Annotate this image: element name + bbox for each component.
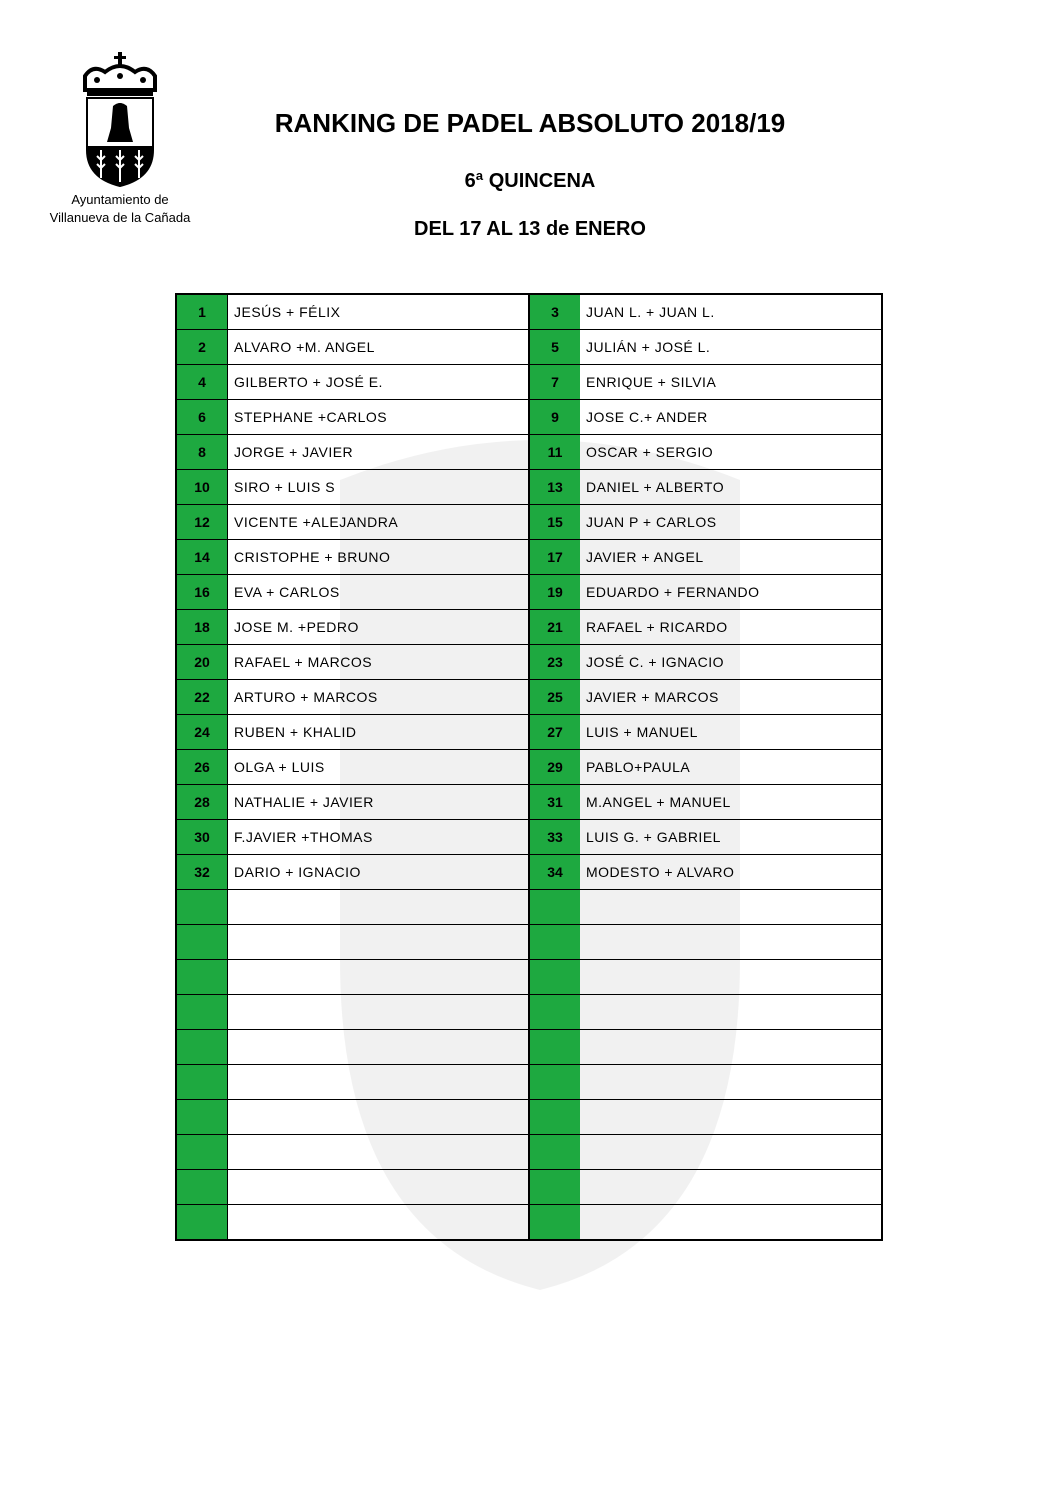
table-row [176,435,882,470]
pair-name-right: EDUARDO + FERNANDO [580,575,882,610]
pair-name-left: F.JAVIER +THOMAS [228,820,530,855]
rank-number-right: 29 [529,750,580,785]
rank-number-left [176,1030,228,1065]
pair-name-left: ALVARO +M. ANGEL [228,330,530,365]
pair-name-right: M.ANGEL + MANUEL [580,785,882,820]
rank-number-left: 28 [176,785,228,820]
table-row [176,1205,882,1241]
pair-name-left: DARIO + IGNACIO [228,855,530,890]
rank-number-left: 24 [176,715,228,750]
pair-name-right: JUAN L. + JUAN L. [580,294,882,330]
table-row [176,294,882,330]
rank-number-right: 34 [529,855,580,890]
table-row [176,400,882,435]
pair-name-left [228,1205,530,1241]
ranking-table [175,293,883,1241]
date-range: DEL 17 AL 13 de ENERO [414,218,646,240]
pair-name-left [228,925,530,960]
pair-name-left [228,1030,530,1065]
rank-number-right: 5 [529,330,580,365]
pair-name-left: SIRO + LUIS S [228,470,530,505]
pair-name-left: CRISTOPHE + BRUNO [228,540,530,575]
pair-name-right [580,1135,882,1170]
rank-number-right: 31 [529,785,580,820]
rank-number-left: 20 [176,645,228,680]
rank-number-left [176,1065,228,1100]
rank-number-right [529,890,580,925]
rank-number-left: 6 [176,400,228,435]
rank-number-left: 16 [176,575,228,610]
rank-number-right: 19 [529,575,580,610]
pair-name-right [580,1170,882,1205]
pair-name-left: NATHALIE + JAVIER [228,785,530,820]
pair-name-right: JAVIER + MARCOS [580,680,882,715]
rank-number-left: 4 [176,365,228,400]
pair-name-right: DANIEL + ALBERTO [580,470,882,505]
pair-name-right: JOSÉ C. + IGNACIO [580,645,882,680]
rank-number-left: 12 [176,505,228,540]
pair-name-right [580,890,882,925]
table-row [176,680,882,715]
table-row [176,750,882,785]
pair-name-right: MODESTO + ALVARO [580,855,882,890]
rank-number-right [529,925,580,960]
org-name-line1: Ayuntamiento de [71,192,169,207]
rank-number-right: 7 [529,365,580,400]
table-row [176,1170,882,1205]
rank-number-left [176,1100,228,1135]
rank-number-right: 13 [529,470,580,505]
coat-of-arms-icon [75,50,165,190]
rank-number-right [529,995,580,1030]
table-row [176,1030,882,1065]
pair-name-right [580,1030,882,1065]
rank-number-right: 3 [529,294,580,330]
table-row [176,505,882,540]
rank-number-right [529,1030,580,1065]
pair-name-left: JOSE M. +PEDRO [228,610,530,645]
table-row [176,610,882,645]
rank-number-left: 30 [176,820,228,855]
pair-name-left: STEPHANE +CARLOS [228,400,530,435]
rank-number-right: 21 [529,610,580,645]
pair-name-right: JAVIER + ANGEL [580,540,882,575]
page-subtitle: 6ª QUINCENA [464,170,596,192]
pair-name-right: JOSE C.+ ANDER [580,400,882,435]
rank-number-left [176,1205,228,1241]
pair-name-right [580,925,882,960]
pair-name-left [228,1100,530,1135]
pair-name-right: ENRIQUE + SILVIA [580,365,882,400]
rank-number-left: 32 [176,855,228,890]
rank-number-right [529,1065,580,1100]
pair-name-right: JULIÁN + JOSÉ L. [580,330,882,365]
pair-name-right [580,1065,882,1100]
table-row [176,995,882,1030]
rank-number-left [176,925,228,960]
page-title: RANKING DE PADEL ABSOLUTO 2018/19 [274,108,786,138]
rank-number-left [176,1170,228,1205]
table-row [176,890,882,925]
pair-name-left: GILBERTO + JOSÉ E. [228,365,530,400]
table-row [176,785,882,820]
rank-number-left: 2 [176,330,228,365]
pair-name-right: LUIS + MANUEL [580,715,882,750]
rank-number-right: 25 [529,680,580,715]
pair-name-left [228,1135,530,1170]
pair-name-left [228,1065,530,1100]
rank-number-left: 14 [176,540,228,575]
table-row [176,330,882,365]
pair-name-left: JESÚS + FÉLIX [228,294,530,330]
pair-name-right: LUIS G. + GABRIEL [580,820,882,855]
pair-name-left: JORGE + JAVIER [228,435,530,470]
municipal-logo [40,50,200,230]
pair-name-left: OLGA + LUIS [228,750,530,785]
rank-number-right [529,1205,580,1241]
table-row [176,1100,882,1135]
rank-number-right: 23 [529,645,580,680]
pair-name-right: JUAN P + CARLOS [580,505,882,540]
pair-name-left: ARTURO + MARCOS [228,680,530,715]
pair-name-right [580,1205,882,1241]
rank-number-right: 17 [529,540,580,575]
table-row [176,820,882,855]
pair-name-left: EVA + CARLOS [228,575,530,610]
pair-name-right [580,1100,882,1135]
rank-number-right: 11 [529,435,580,470]
rank-number-right [529,1170,580,1205]
table-row [176,470,882,505]
table-row [176,1065,882,1100]
pair-name-left [228,1170,530,1205]
pair-name-left [228,995,530,1030]
rank-number-left: 18 [176,610,228,645]
table-row [176,715,882,750]
pair-name-right: OSCAR + SERGIO [580,435,882,470]
pair-name-left [228,890,530,925]
rank-number-left [176,960,228,995]
rank-number-left: 8 [176,435,228,470]
rank-number-right: 9 [529,400,580,435]
table-row [176,1135,882,1170]
rank-number-right: 33 [529,820,580,855]
rank-number-right [529,1100,580,1135]
pair-name-right [580,960,882,995]
rank-number-left: 26 [176,750,228,785]
pair-name-left: RUBEN + KHALID [228,715,530,750]
rank-number-left [176,1135,228,1170]
rank-number-left: 10 [176,470,228,505]
table-row [176,365,882,400]
rank-number-right: 15 [529,505,580,540]
table-row [176,540,882,575]
rank-number-right [529,1135,580,1170]
org-name-line2: Villanueva de la Cañada [49,210,191,225]
table-row [176,925,882,960]
table-row [176,855,882,890]
table-row [176,575,882,610]
rank-number-left: 1 [176,294,228,330]
pair-name-right: PABLO+PAULA [580,750,882,785]
table-row [176,960,882,995]
pair-name-right: RAFAEL + RICARDO [580,610,882,645]
rank-number-left [176,995,228,1030]
rank-number-left: 22 [176,680,228,715]
pair-name-left [228,960,530,995]
pair-name-left: VICENTE +ALEJANDRA [228,505,530,540]
ranking-table-body [176,294,882,1240]
rank-number-right [529,960,580,995]
rank-number-right: 27 [529,715,580,750]
pair-name-left: RAFAEL + MARCOS [228,645,530,680]
pair-name-right [580,995,882,1030]
table-row [176,645,882,680]
rank-number-left [176,890,228,925]
